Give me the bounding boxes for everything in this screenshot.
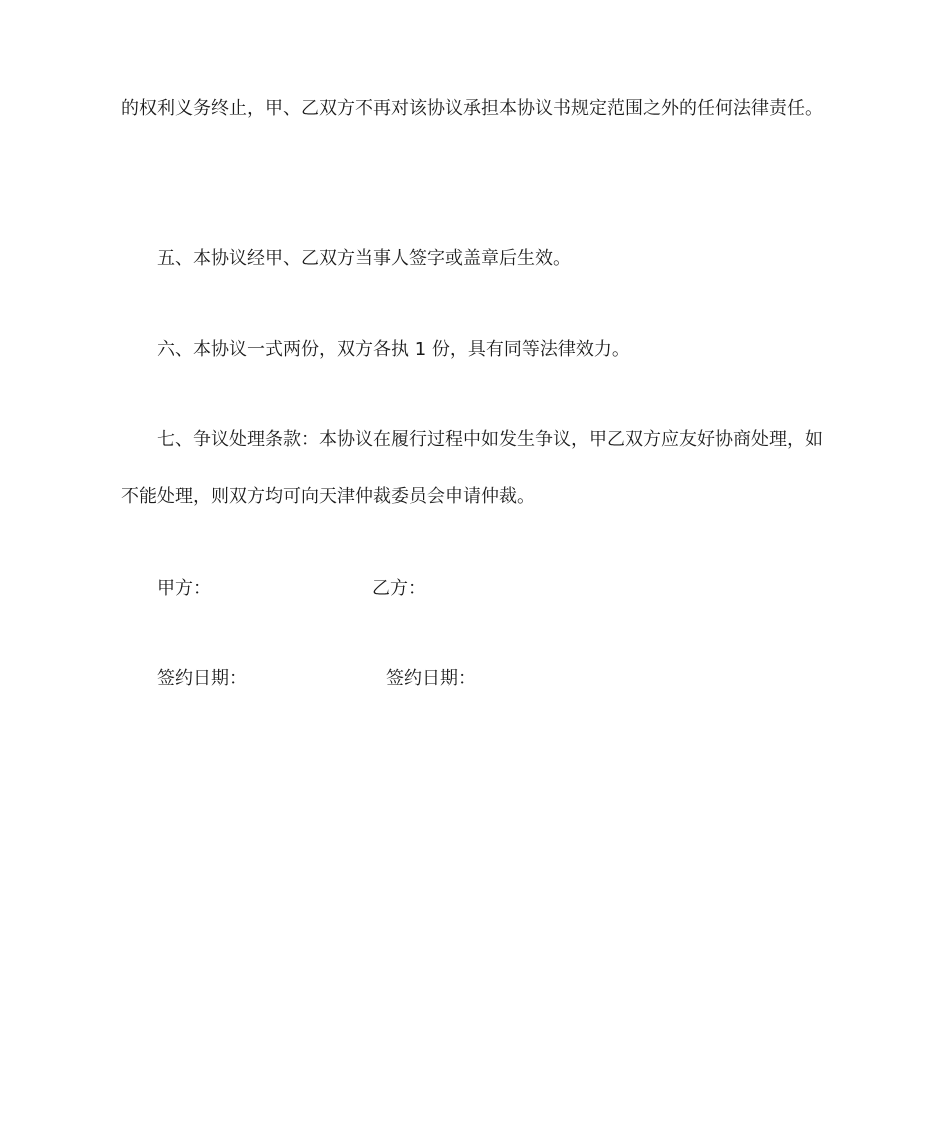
party-b-sign-date-label: 签约日期： bbox=[386, 668, 476, 689]
clause-five: 五、本协议经甲、乙双方当事人签字或盖章后生效。 bbox=[157, 248, 571, 269]
clause-six: 六、本协议一式两份，双方各执 1 份，具有同等法律效力。 bbox=[157, 339, 630, 360]
clause-seven-line-1: 七、争议处理条款：本协议在履行过程中如发生争议，甲乙双方应友好协商处理，如 bbox=[157, 429, 823, 450]
clause-four-continuation: 的权利义务终止，甲、乙双方不再对该协议承担本协议书规定范围之外的任何法律责任。 bbox=[121, 98, 823, 119]
party-a-label: 甲方： bbox=[157, 578, 211, 599]
clause-seven-line-2: 不能处理，则双方均可向天津仲裁委员会申请仲裁。 bbox=[121, 486, 535, 507]
party-b-label: 乙方： bbox=[372, 578, 426, 599]
party-a-sign-date-label: 签约日期： bbox=[157, 668, 247, 689]
